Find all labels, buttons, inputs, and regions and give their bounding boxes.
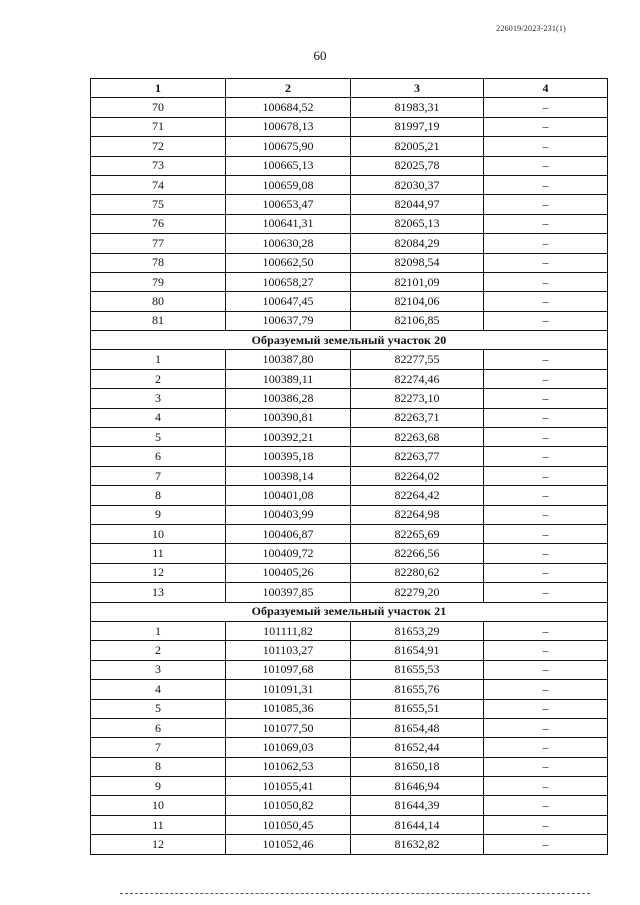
x-coordinate-cell: 100389,11 — [226, 369, 351, 388]
col4-cell: – — [484, 486, 608, 505]
col4-cell: – — [484, 389, 608, 408]
col4-cell: – — [484, 835, 608, 854]
table-row — [91, 796, 608, 815]
y-coordinate-cell: 81655,51 — [351, 699, 484, 718]
table-row — [91, 447, 608, 466]
table-row — [91, 195, 608, 214]
point-number-cell: 4 — [91, 680, 226, 699]
page-number: 60 — [313, 48, 327, 63]
table-row — [91, 117, 608, 136]
point-number-cell: 11 — [91, 544, 226, 563]
col4-cell: – — [484, 466, 608, 485]
table-row — [91, 738, 608, 757]
point-number-cell: 75 — [91, 195, 226, 214]
y-coordinate-cell: 82044,97 — [351, 195, 484, 214]
x-coordinate-cell: 100675,90 — [226, 137, 351, 156]
col4-cell: – — [484, 156, 608, 175]
x-coordinate-cell: 101062,53 — [226, 757, 351, 776]
table-row — [91, 641, 608, 660]
y-coordinate-cell: 82005,21 — [351, 137, 484, 156]
col4-cell: – — [484, 718, 608, 737]
y-coordinate-cell: 81644,39 — [351, 796, 484, 815]
x-coordinate-cell: 101091,31 — [226, 680, 351, 699]
table-row — [91, 428, 608, 447]
table-row — [91, 544, 608, 563]
col4-cell: – — [484, 680, 608, 699]
table-row — [91, 98, 608, 117]
col4-cell: – — [484, 815, 608, 834]
point-number-cell: 7 — [91, 738, 226, 757]
col4-cell: – — [484, 544, 608, 563]
point-number-cell: 9 — [91, 777, 226, 796]
point-number-cell: 74 — [91, 175, 226, 194]
table-row — [91, 835, 608, 854]
table-row — [91, 234, 608, 253]
x-coordinate-cell: 101097,68 — [226, 660, 351, 679]
col4-cell: – — [484, 408, 608, 427]
table-row — [91, 815, 608, 834]
y-coordinate-cell: 82025,78 — [351, 156, 484, 175]
point-number-cell: 80 — [91, 292, 226, 311]
point-number-cell: 78 — [91, 253, 226, 272]
table-row — [91, 660, 608, 679]
table-row — [91, 369, 608, 388]
point-number-cell: 81 — [91, 311, 226, 330]
x-coordinate-cell: 100405,26 — [226, 563, 351, 582]
y-coordinate-cell: 82263,77 — [351, 447, 484, 466]
col4-cell: – — [484, 563, 608, 582]
point-number-cell: 12 — [91, 835, 226, 854]
y-coordinate-cell: 81652,44 — [351, 738, 484, 757]
point-number-cell: 7 — [91, 466, 226, 485]
document-id: 226019/2023-231(1) — [496, 24, 566, 33]
point-number-cell: 3 — [91, 389, 226, 408]
x-coordinate-cell: 100392,21 — [226, 428, 351, 447]
x-coordinate-cell: 101077,50 — [226, 718, 351, 737]
table-row — [91, 505, 608, 524]
y-coordinate-cell: 82264,42 — [351, 486, 484, 505]
table-row — [91, 137, 608, 156]
table-row — [91, 408, 608, 427]
x-coordinate-cell: 100637,79 — [226, 311, 351, 330]
y-coordinate-cell: 82280,62 — [351, 563, 484, 582]
x-coordinate-cell: 100641,31 — [226, 214, 351, 233]
column-header: 2 — [226, 79, 351, 98]
col4-cell: – — [484, 137, 608, 156]
y-coordinate-cell: 82098,54 — [351, 253, 484, 272]
table-row — [91, 524, 608, 543]
y-coordinate-cell: 81655,76 — [351, 680, 484, 699]
point-number-cell: 4 — [91, 408, 226, 427]
section-title: Образуемый земельный участок 21 — [91, 602, 608, 621]
point-number-cell: 5 — [91, 699, 226, 718]
coordinates-table — [90, 78, 608, 855]
col4-cell: – — [484, 660, 608, 679]
col4-cell: – — [484, 505, 608, 524]
y-coordinate-cell: 82106,85 — [351, 311, 484, 330]
point-number-cell: 79 — [91, 272, 226, 291]
point-number-cell: 6 — [91, 718, 226, 737]
point-number-cell: 76 — [91, 214, 226, 233]
col4-cell: – — [484, 621, 608, 640]
point-number-cell: 5 — [91, 428, 226, 447]
col4-cell: – — [484, 253, 608, 272]
table-row — [91, 466, 608, 485]
point-number-cell: 8 — [91, 486, 226, 505]
point-number-cell: 6 — [91, 447, 226, 466]
x-coordinate-cell: 101050,45 — [226, 815, 351, 834]
x-coordinate-cell: 100630,28 — [226, 234, 351, 253]
table-row — [91, 214, 608, 233]
col4-cell: – — [484, 311, 608, 330]
x-coordinate-cell: 100386,28 — [226, 389, 351, 408]
y-coordinate-cell: 82104,06 — [351, 292, 484, 311]
point-number-cell: 1 — [91, 621, 226, 640]
point-number-cell: 10 — [91, 796, 226, 815]
y-coordinate-cell: 81654,48 — [351, 718, 484, 737]
table-row — [91, 486, 608, 505]
col4-cell: – — [484, 428, 608, 447]
x-coordinate-cell: 100401,08 — [226, 486, 351, 505]
point-number-cell: 11 — [91, 815, 226, 834]
x-coordinate-cell: 100397,85 — [226, 583, 351, 602]
y-coordinate-cell: 81646,94 — [351, 777, 484, 796]
x-coordinate-cell: 100684,52 — [226, 98, 351, 117]
y-coordinate-cell: 82264,02 — [351, 466, 484, 485]
point-number-cell: 77 — [91, 234, 226, 253]
x-coordinate-cell: 101050,82 — [226, 796, 351, 815]
point-number-cell: 3 — [91, 660, 226, 679]
table-body — [91, 98, 608, 854]
col4-cell: – — [484, 234, 608, 253]
point-number-cell: 13 — [91, 583, 226, 602]
y-coordinate-cell: 82273,10 — [351, 389, 484, 408]
y-coordinate-cell: 82263,68 — [351, 428, 484, 447]
point-number-cell: 1 — [91, 350, 226, 369]
y-coordinate-cell: 81653,29 — [351, 621, 484, 640]
x-coordinate-cell: 100395,18 — [226, 447, 351, 466]
x-coordinate-cell: 101055,41 — [226, 777, 351, 796]
y-coordinate-cell: 82265,69 — [351, 524, 484, 543]
y-coordinate-cell: 82101,09 — [351, 272, 484, 291]
col4-cell: – — [484, 583, 608, 602]
x-coordinate-cell: 101103,27 — [226, 641, 351, 660]
col4-cell: – — [484, 214, 608, 233]
table-row — [91, 350, 608, 369]
col4-cell: – — [484, 272, 608, 291]
x-coordinate-cell: 101111,82 — [226, 621, 351, 640]
section-header-row — [91, 331, 608, 350]
point-number-cell: 72 — [91, 137, 226, 156]
x-coordinate-cell: 101069,03 — [226, 738, 351, 757]
x-coordinate-cell: 100665,13 — [226, 156, 351, 175]
point-number-cell: 71 — [91, 117, 226, 136]
point-number-cell: 9 — [91, 505, 226, 524]
x-coordinate-cell: 100653,47 — [226, 195, 351, 214]
col4-cell: – — [484, 738, 608, 757]
column-header: 1 — [91, 79, 226, 98]
x-coordinate-cell: 100403,99 — [226, 505, 351, 524]
x-coordinate-cell: 100647,45 — [226, 292, 351, 311]
point-number-cell: 70 — [91, 98, 226, 117]
y-coordinate-cell: 82065,13 — [351, 214, 484, 233]
y-coordinate-cell: 81644,14 — [351, 815, 484, 834]
table-row — [91, 292, 608, 311]
col4-cell: – — [484, 641, 608, 660]
col4-cell: – — [484, 757, 608, 776]
point-number-cell: 2 — [91, 369, 226, 388]
table-row — [91, 156, 608, 175]
col4-cell: – — [484, 369, 608, 388]
x-coordinate-cell: 100409,72 — [226, 544, 351, 563]
y-coordinate-cell: 81632,82 — [351, 835, 484, 854]
table-row — [91, 272, 608, 291]
point-number-cell: 2 — [91, 641, 226, 660]
col4-cell: – — [484, 292, 608, 311]
col4-cell: – — [484, 777, 608, 796]
table-row — [91, 699, 608, 718]
table-row — [91, 757, 608, 776]
y-coordinate-cell: 82263,71 — [351, 408, 484, 427]
col4-cell: – — [484, 195, 608, 214]
x-coordinate-cell: 100659,08 — [226, 175, 351, 194]
column-header: 3 — [351, 79, 484, 98]
table-header-row — [91, 79, 608, 98]
y-coordinate-cell: 81997,19 — [351, 117, 484, 136]
col4-cell: – — [484, 796, 608, 815]
section-header-row — [91, 602, 608, 621]
table-row — [91, 175, 608, 194]
table-row — [91, 777, 608, 796]
x-coordinate-cell: 100678,13 — [226, 117, 351, 136]
col4-cell: – — [484, 175, 608, 194]
col4-cell: – — [484, 98, 608, 117]
y-coordinate-cell: 82084,29 — [351, 234, 484, 253]
y-coordinate-cell: 82277,55 — [351, 350, 484, 369]
y-coordinate-cell: 82266,56 — [351, 544, 484, 563]
y-coordinate-cell: 81983,31 — [351, 98, 484, 117]
x-coordinate-cell: 100658,27 — [226, 272, 351, 291]
y-coordinate-cell: 82264,98 — [351, 505, 484, 524]
column-header: 4 — [484, 79, 608, 98]
table-row — [91, 253, 608, 272]
x-coordinate-cell: 100387,80 — [226, 350, 351, 369]
table-row — [91, 621, 608, 640]
x-coordinate-cell: 100662,50 — [226, 253, 351, 272]
table-row — [91, 563, 608, 582]
x-coordinate-cell: 100390,81 — [226, 408, 351, 427]
table-row — [91, 583, 608, 602]
table-row — [91, 389, 608, 408]
y-coordinate-cell: 81654,91 — [351, 641, 484, 660]
table-row — [91, 718, 608, 737]
col4-cell: – — [484, 524, 608, 543]
section-title: Образуемый земельный участок 20 — [91, 331, 608, 350]
col4-cell: – — [484, 117, 608, 136]
col4-cell: – — [484, 350, 608, 369]
col4-cell: – — [484, 699, 608, 718]
y-coordinate-cell: 82030,37 — [351, 175, 484, 194]
point-number-cell: 10 — [91, 524, 226, 543]
x-coordinate-cell: 100406,87 — [226, 524, 351, 543]
y-coordinate-cell: 81655,53 — [351, 660, 484, 679]
x-coordinate-cell: 100398,14 — [226, 466, 351, 485]
col4-cell: – — [484, 447, 608, 466]
table-row — [91, 311, 608, 330]
table-row — [91, 680, 608, 699]
x-coordinate-cell: 101085,36 — [226, 699, 351, 718]
y-coordinate-cell: 82274,46 — [351, 369, 484, 388]
footer-divider — [120, 893, 590, 894]
point-number-cell: 73 — [91, 156, 226, 175]
x-coordinate-cell: 101052,46 — [226, 835, 351, 854]
point-number-cell: 12 — [91, 563, 226, 582]
y-coordinate-cell: 81650,18 — [351, 757, 484, 776]
y-coordinate-cell: 82279,20 — [351, 583, 484, 602]
point-number-cell: 8 — [91, 757, 226, 776]
